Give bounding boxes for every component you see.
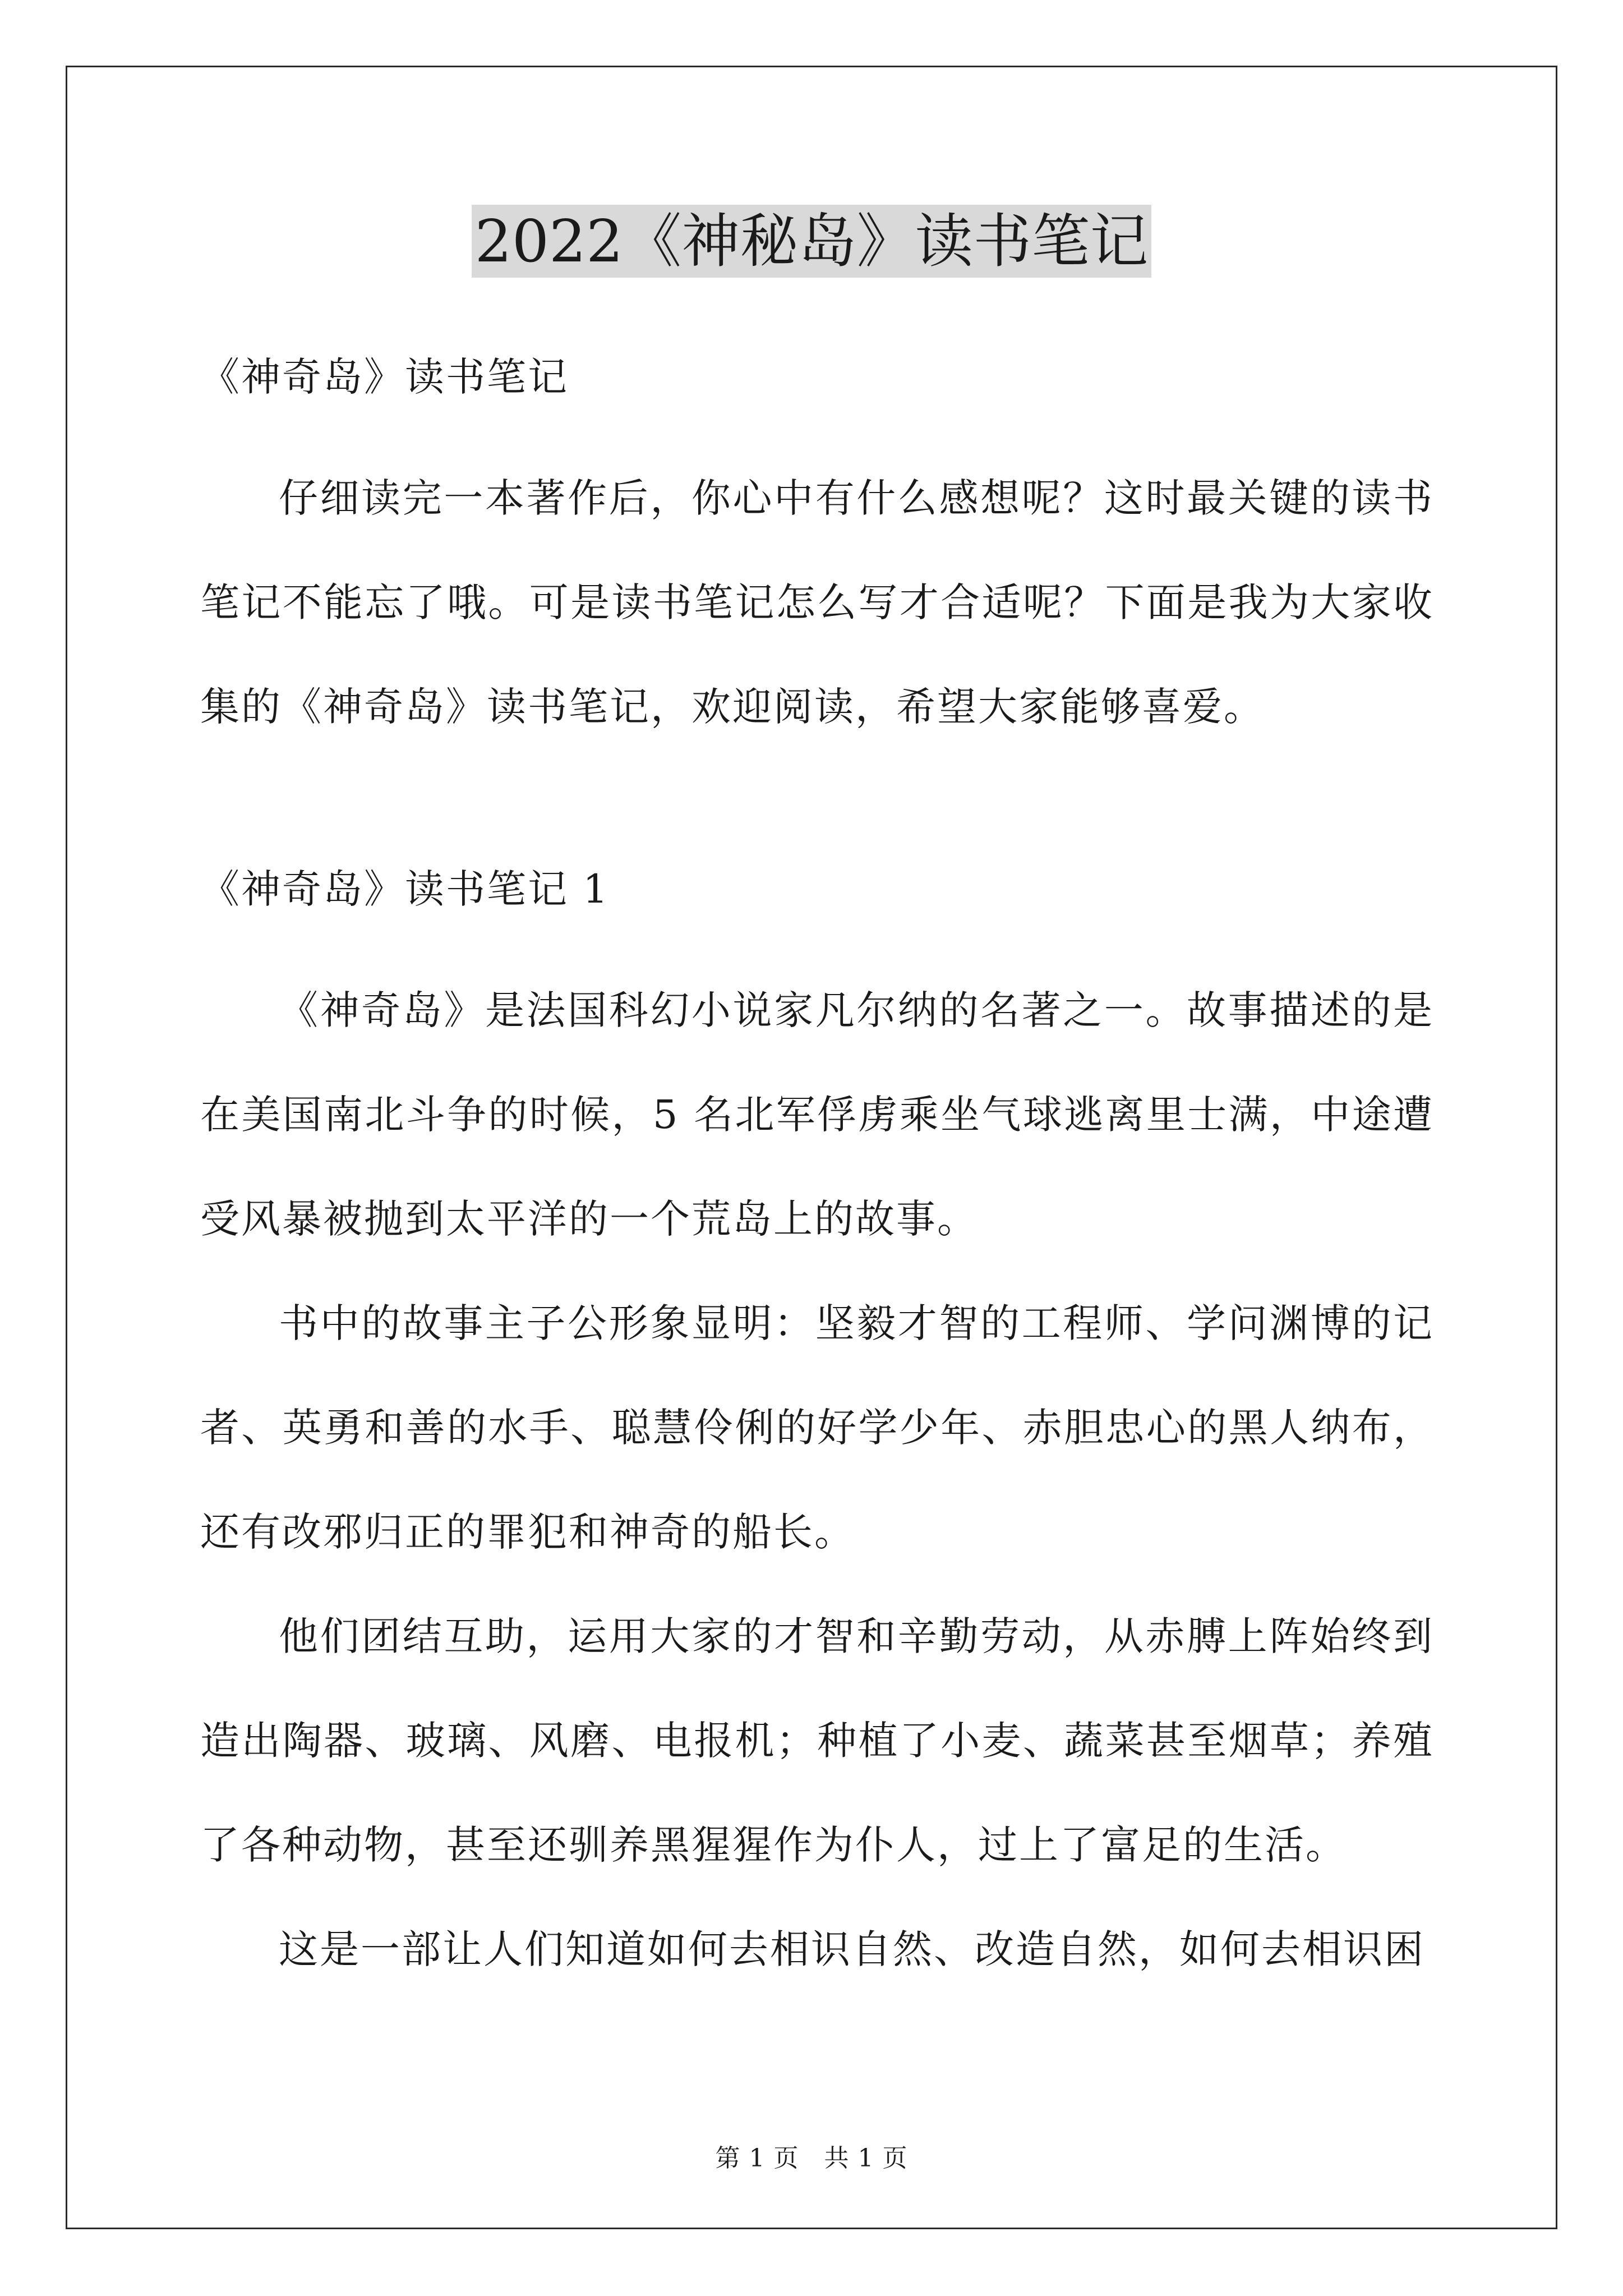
intro-paragraph: 仔细读完一本著作后，你心中有什么感想呢？这时最关键的读书笔记不能忘了哦。可是读书笔记怎么写才合适呢？下面是我为大家收集的《神奇岛》读书笔记，欢迎阅读，希望大家能够喜爱。 — [200, 475, 1434, 730]
document-title: 2022《神秘岛》读书笔记 — [472, 205, 1152, 278]
body-paragraph: 他们团结互助，运用大家的才智和辛勤劳动，从赤膊上阵始终到造出陶器、玻璃、风磨、电报机；种植了小麦、蔬菜甚至烟草；养殖了各种动物，甚至还驯养黑猩猩作为仆人，过上了富足的生活。 — [200, 1613, 1434, 1868]
body-paragraph: 这是一部让人们知道如何去相识自然、改造自然，如何去相识困 — [279, 1926, 1425, 1972]
body-paragraph: 书中的故事主子公形象显明：坚毅才智的工程师、学问渊博的记者、英勇和善的水手、聪慧伶俐的好学少年、赤胆忠心的黑人纳布，还有改邪归正的罪犯和神奇的船长。 — [200, 1300, 1434, 1555]
subtitle-heading: 《神奇岛》读书笔记 — [200, 354, 569, 400]
title-container — [0, 205, 1623, 278]
document-body — [200, 342, 1434, 2001]
spacer — [200, 924, 1434, 958]
spacer — [200, 412, 1434, 446]
body-paragraph: 《神奇岛》是法国科幻小说家凡尔纳的名著之一。故事描述的是在美国南北斗争的时候，5 名北军俘虏乘坐气球逃离里士满，中途遭受风暴被抛到太平洋的一个荒岛上的故事。 — [200, 987, 1434, 1242]
section-heading: 《神奇岛》读书笔记 1 — [200, 866, 610, 912]
page-footer: 第 1 页 共 1 页 — [715, 2144, 908, 2173]
spacer — [200, 759, 1434, 854]
